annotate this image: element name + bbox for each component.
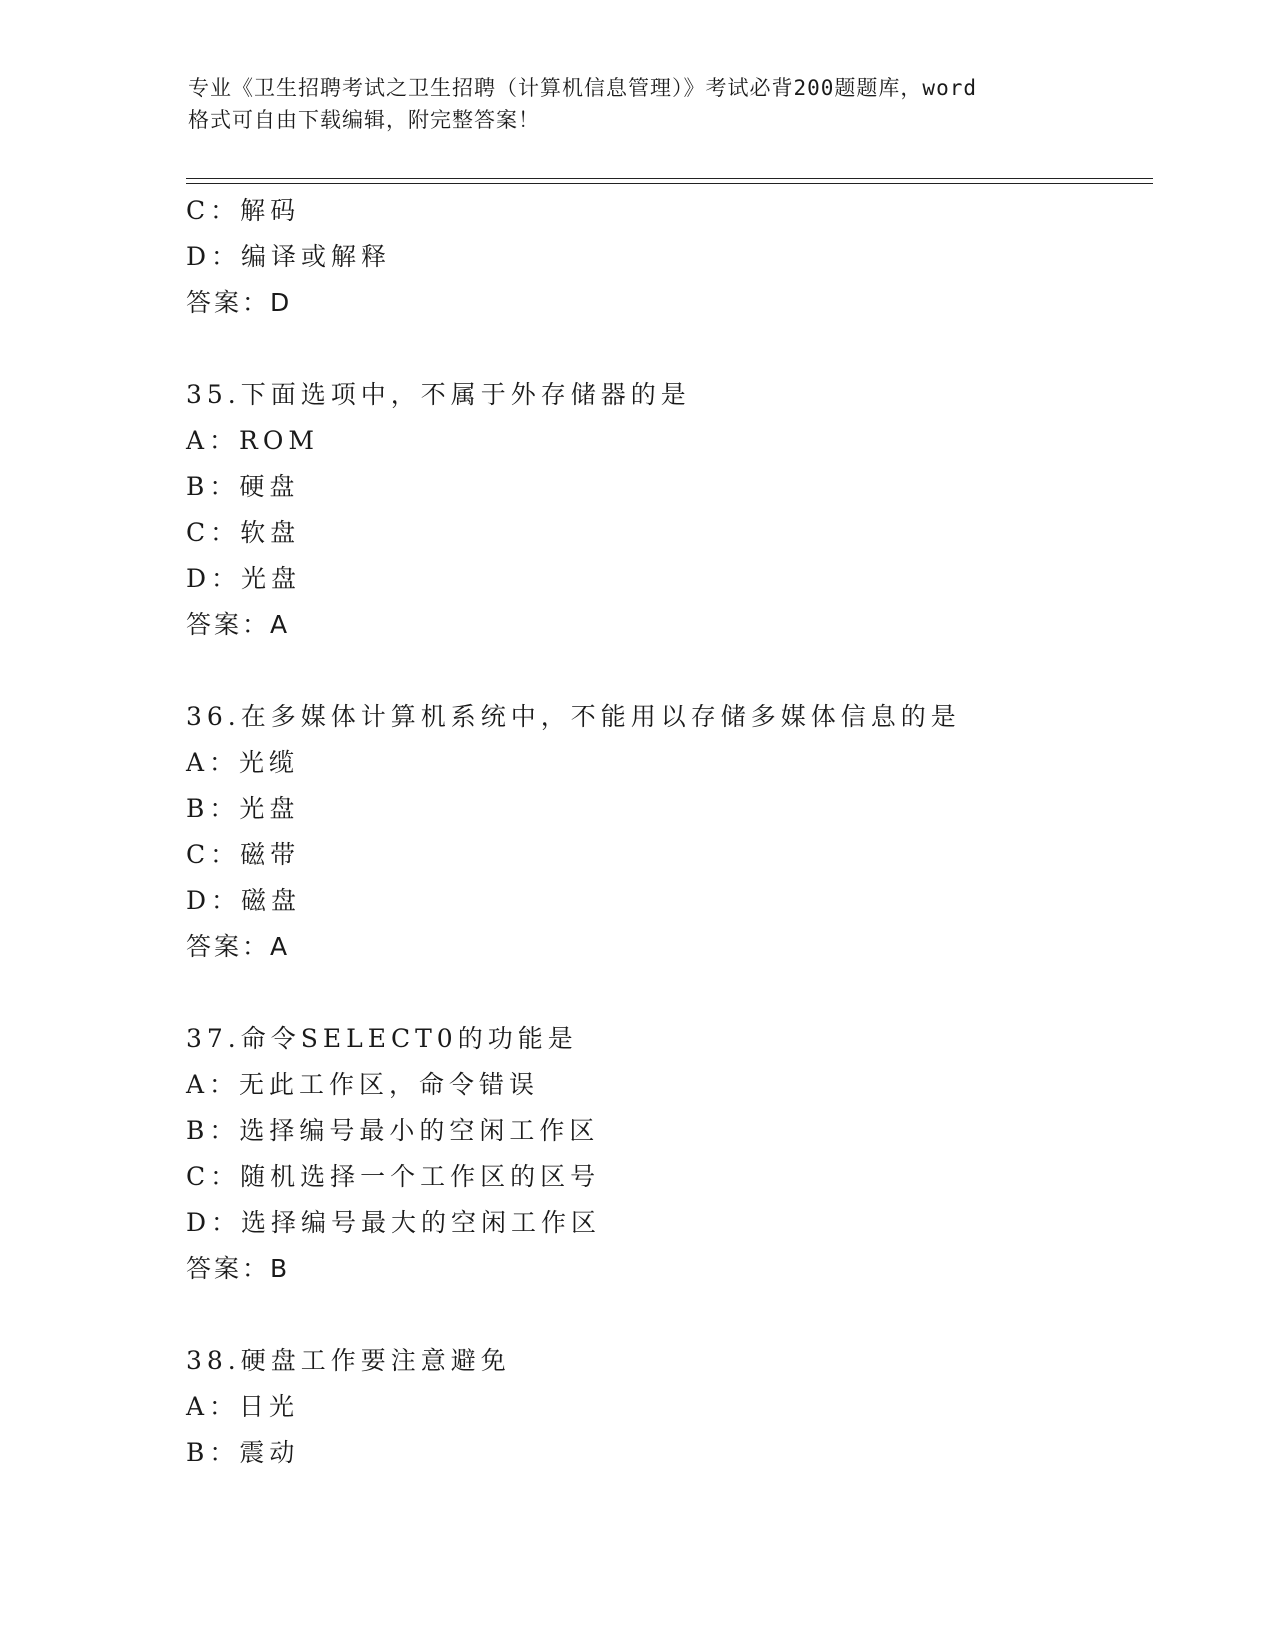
- answer-line: 答案：A: [186, 610, 291, 639]
- option-a: A：光缆: [186, 748, 300, 777]
- option-a: A：无此工作区，命令错误: [186, 1070, 540, 1099]
- answer-line: 答案：B: [186, 1254, 291, 1283]
- spacer: [186, 970, 1146, 1016]
- header-divider-top: [186, 178, 1153, 179]
- spacer: [186, 648, 1146, 694]
- option-c: C：解码: [186, 196, 301, 225]
- option-b: B：震动: [186, 1438, 300, 1467]
- option-d: D：光盘: [186, 564, 302, 593]
- option-c: C：随机选择一个工作区的区号: [186, 1162, 601, 1191]
- option-d: D：磁盘: [186, 886, 302, 915]
- option-b: B：光盘: [186, 794, 300, 823]
- spacer: [186, 1292, 1146, 1338]
- answer-line: 答案：A: [186, 932, 291, 961]
- option-b: B：选择编号最小的空闲工作区: [186, 1116, 600, 1145]
- option-d: D：编译或解释: [186, 242, 392, 271]
- option-a: A：ROM: [186, 426, 319, 455]
- question-stem: 38.硬盘工作要注意避免: [186, 1346, 511, 1375]
- header-line-1: 专业《卫生招聘考试之卫生招聘（计算机信息管理）》考试必背200题题库，word: [188, 76, 977, 100]
- header-divider-bottom: [186, 183, 1153, 184]
- option-d: D：选择编号最大的空闲工作区: [186, 1208, 602, 1237]
- question-stem: 37.命令SELECT0的功能是: [186, 1024, 578, 1053]
- answer-line: 答案：D: [186, 288, 293, 317]
- option-c: C：软盘: [186, 518, 301, 547]
- header-line-2: 格式可自由下载编辑，附完整答案！: [188, 108, 540, 132]
- document-header: [188, 72, 1098, 136]
- option-a: A：日光: [186, 1392, 300, 1421]
- question-stem: 36.在多媒体计算机系统中，不能用以存储多媒体信息的是: [186, 702, 961, 731]
- question-stem: 35.下面选项中，不属于外存储器的是: [186, 380, 691, 409]
- option-c: C：磁带: [186, 840, 301, 869]
- spacer: [186, 326, 1146, 372]
- option-b: B：硬盘: [186, 472, 300, 501]
- question-list: [186, 188, 1146, 1476]
